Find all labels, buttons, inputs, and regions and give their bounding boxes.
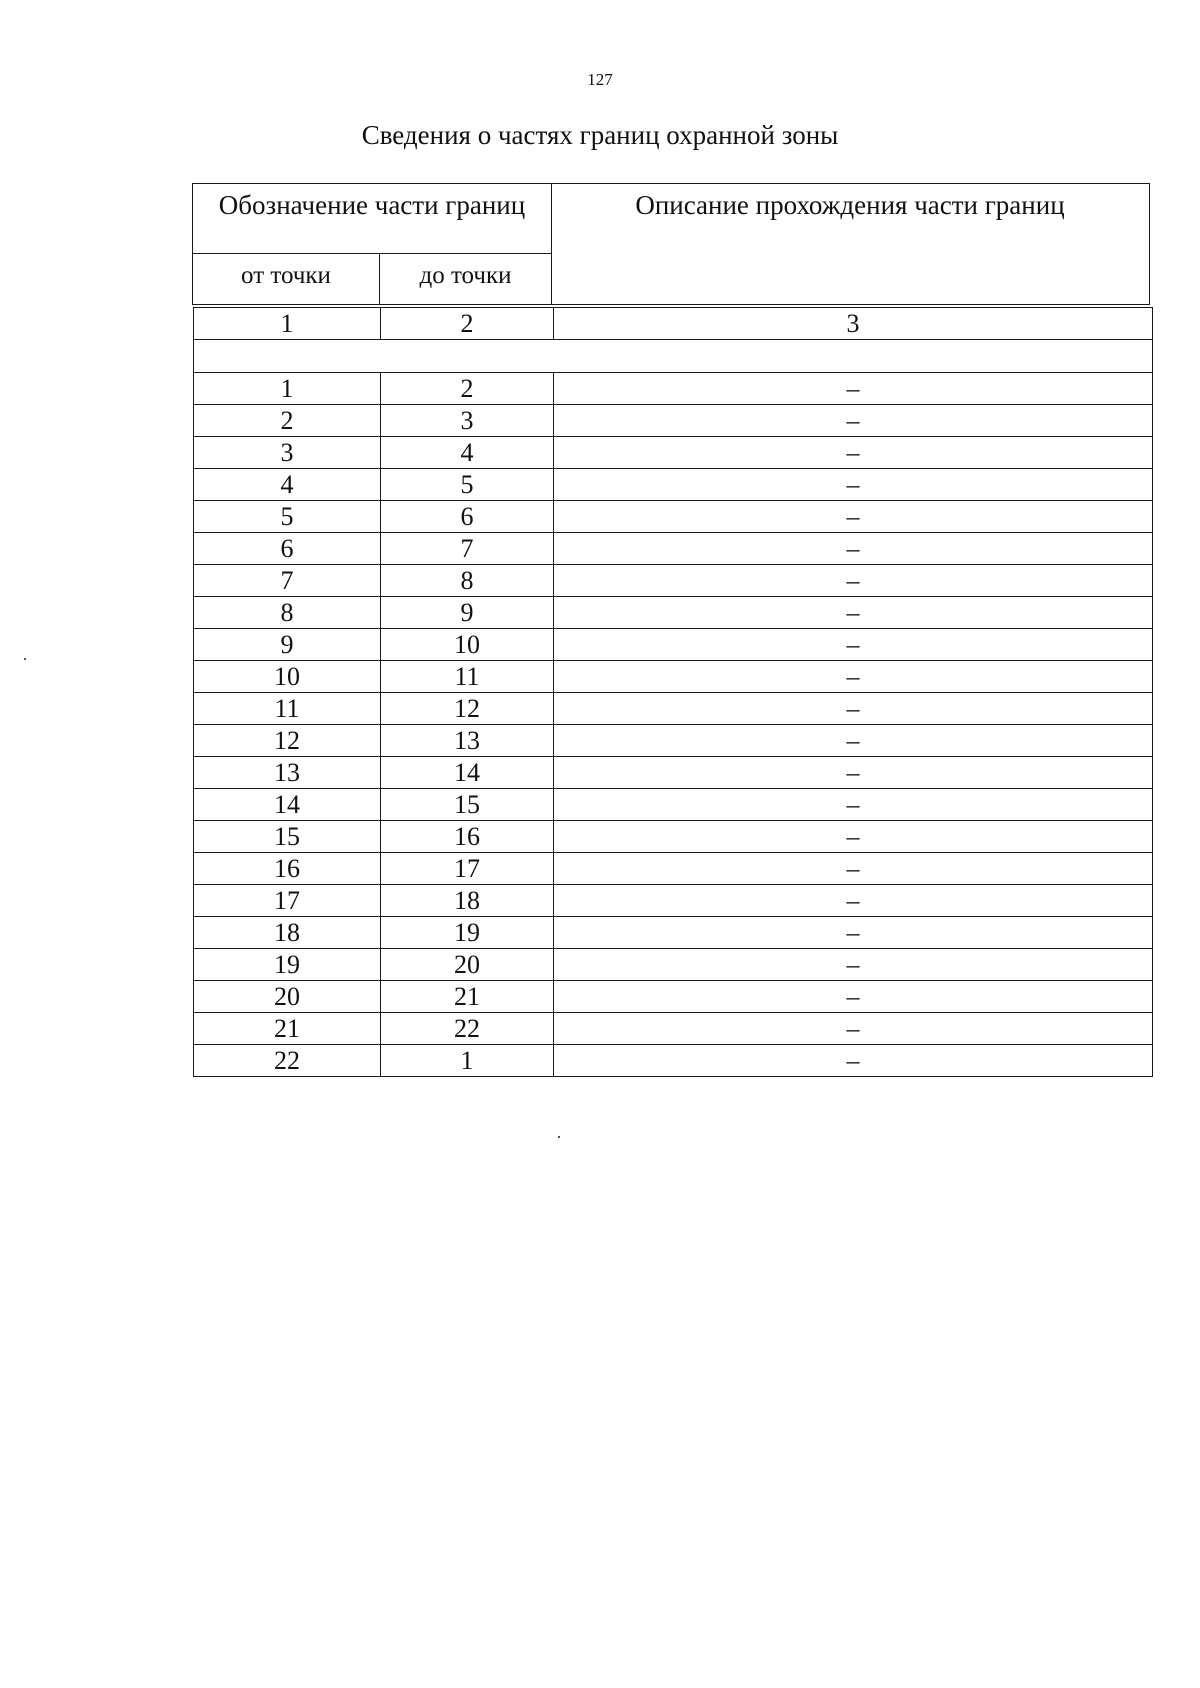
to-point-cell: 3	[381, 405, 554, 437]
to-point-cell: 21	[381, 981, 554, 1013]
to-point-cell: 1	[381, 1045, 554, 1077]
to-point-cell: 12	[381, 693, 554, 725]
from-point-cell: 7	[194, 565, 381, 597]
from-point-cell: 4	[194, 469, 381, 501]
to-point-cell: 15	[381, 789, 554, 821]
from-point-cell: 8	[194, 597, 381, 629]
table-row	[194, 725, 1153, 757]
from-point-cell: 18	[194, 917, 381, 949]
to-point-cell: 14	[381, 757, 554, 789]
description-cell: –	[554, 693, 1153, 725]
from-point-cell: 11	[194, 693, 381, 725]
description-cell: –	[554, 725, 1153, 757]
to-point-cell: 2	[381, 373, 554, 405]
to-point-cell: 8	[381, 565, 554, 597]
table-row	[194, 565, 1153, 597]
from-point-cell: 14	[194, 789, 381, 821]
scan-speck	[558, 1136, 560, 1138]
header-to-point: до точки	[380, 254, 552, 304]
from-point-cell: 21	[194, 1013, 381, 1045]
from-point-cell: 22	[194, 1045, 381, 1077]
description-cell: –	[554, 917, 1153, 949]
table-row	[194, 693, 1153, 725]
from-point-cell: 13	[194, 757, 381, 789]
to-point-cell: 18	[381, 885, 554, 917]
to-point-cell: 13	[381, 725, 554, 757]
description-cell: –	[554, 1045, 1153, 1077]
table-row	[194, 629, 1153, 661]
table-header	[192, 183, 1150, 305]
header-from-point: от точки	[193, 254, 380, 304]
to-point-cell: 4	[381, 437, 554, 469]
table-row	[194, 885, 1153, 917]
from-point-cell: 3	[194, 437, 381, 469]
table-body	[194, 308, 1153, 1077]
from-point-cell: 6	[194, 533, 381, 565]
description-cell: –	[554, 981, 1153, 1013]
to-point-cell: 9	[381, 597, 554, 629]
table-row	[194, 949, 1153, 981]
column-number-cell: 3	[554, 308, 1153, 340]
to-point-cell: 16	[381, 821, 554, 853]
header-boundary-part-designation: Обозначение части границ	[193, 184, 552, 254]
to-point-cell: 7	[381, 533, 554, 565]
description-cell: –	[554, 885, 1153, 917]
from-point-cell: 1	[194, 373, 381, 405]
to-point-cell: 6	[381, 501, 554, 533]
to-point-cell: 20	[381, 949, 554, 981]
to-point-cell: 22	[381, 1013, 554, 1045]
from-point-cell: 5	[194, 501, 381, 533]
scan-speck	[24, 658, 26, 660]
from-point-cell: 15	[194, 821, 381, 853]
description-cell: –	[554, 565, 1153, 597]
table-row	[194, 1045, 1153, 1077]
from-point-cell: 2	[194, 405, 381, 437]
to-point-cell: 5	[381, 469, 554, 501]
table-row	[194, 437, 1153, 469]
table-row	[194, 661, 1153, 693]
description-cell: –	[554, 501, 1153, 533]
table-row	[194, 821, 1153, 853]
table-row	[194, 533, 1153, 565]
table-row	[194, 501, 1153, 533]
table-row	[194, 597, 1153, 629]
description-cell: –	[554, 757, 1153, 789]
description-cell: –	[554, 373, 1153, 405]
document-title: Сведения о частях границ охранной зоны	[361, 120, 839, 150]
description-cell: –	[554, 597, 1153, 629]
description-cell: –	[554, 821, 1153, 853]
boundary-parts-table	[193, 307, 1153, 1077]
description-cell: –	[554, 853, 1153, 885]
from-point-cell: 17	[194, 885, 381, 917]
description-cell: –	[554, 789, 1153, 821]
to-point-cell: 10	[381, 629, 554, 661]
to-point-cell: 11	[381, 661, 554, 693]
table-row	[194, 917, 1153, 949]
table-row	[194, 405, 1153, 437]
to-point-cell: 17	[381, 853, 554, 885]
table-row	[194, 373, 1153, 405]
column-number-cell: 2	[381, 308, 554, 340]
table-row	[194, 789, 1153, 821]
from-point-cell: 19	[194, 949, 381, 981]
from-point-cell: 16	[194, 853, 381, 885]
table-row	[194, 981, 1153, 1013]
from-point-cell: 20	[194, 981, 381, 1013]
description-cell: –	[554, 405, 1153, 437]
description-cell: –	[554, 437, 1153, 469]
description-cell: –	[554, 661, 1153, 693]
page-number: 127	[587, 70, 613, 89]
table-row	[194, 853, 1153, 885]
table-row	[194, 469, 1153, 501]
description-cell: –	[554, 1013, 1153, 1045]
from-point-cell: 9	[194, 629, 381, 661]
description-cell: –	[554, 949, 1153, 981]
column-number-cell: 1	[194, 308, 381, 340]
description-cell: –	[554, 469, 1153, 501]
table-row	[194, 757, 1153, 789]
from-point-cell: 12	[194, 725, 381, 757]
description-cell: –	[554, 533, 1153, 565]
table-row	[194, 1013, 1153, 1045]
from-point-cell: 10	[194, 661, 381, 693]
column-number-row	[194, 308, 1153, 340]
to-point-cell: 19	[381, 917, 554, 949]
header-description: Описание прохождения части границ	[635, 190, 1065, 220]
section-cell	[194, 340, 1153, 373]
description-cell: –	[554, 629, 1153, 661]
section-row	[194, 340, 1153, 373]
